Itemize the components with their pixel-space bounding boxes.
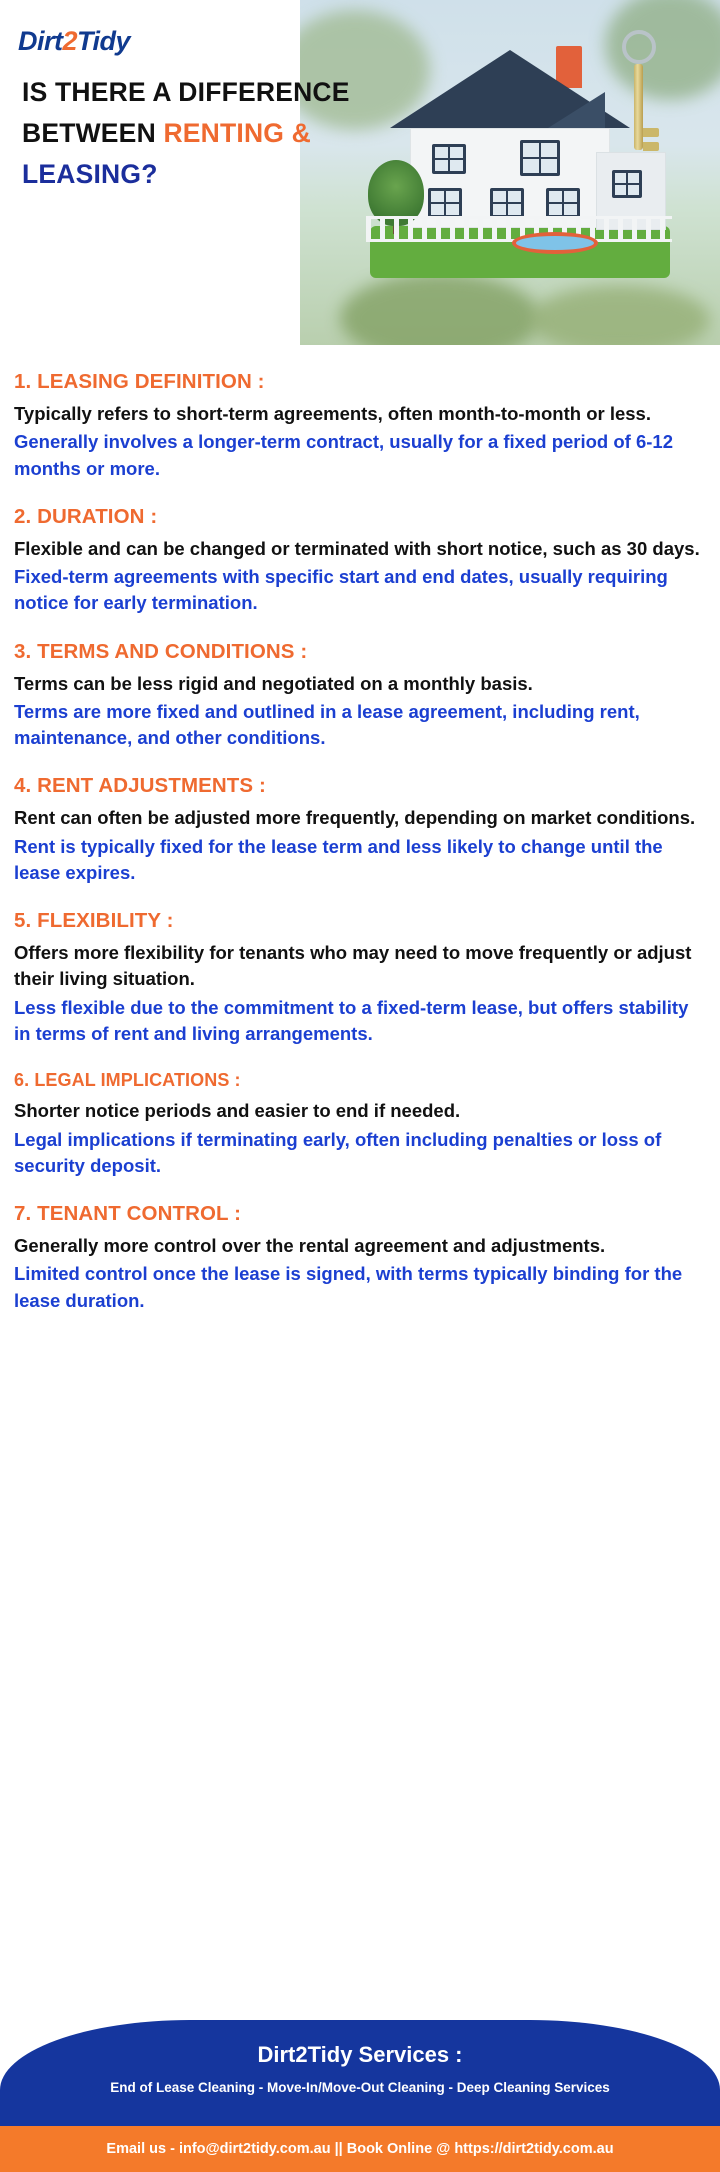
key-bit-shape [643, 128, 659, 137]
section-text-leasing: Less flexible due to the commitment to a fixed-term lease, but offers stability in terms of rent and living arrangements. [14, 996, 689, 1044]
key-ring-shape [622, 30, 656, 64]
title-line-3 [22, 154, 462, 195]
footer [0, 2020, 720, 2172]
title-line-3-blue: LEASING? [22, 159, 158, 190]
window-icon [520, 140, 560, 176]
section-text-renting: Terms can be less rigid and negotiated on a monthly basis. [14, 672, 533, 694]
key-icon [588, 30, 698, 180]
section-terms-and-conditions [14, 640, 704, 752]
footer-title: Dirt2Tidy Services : [257, 2042, 463, 2067]
footer-contact-bar[interactable]: Email us - info@dirt2tidy.com.au || Book Online @ https://dirt2tidy.com.au [0, 2126, 720, 2172]
section-text-leasing: Limited control once the lease is signed, with terms typically binding for the lease duration. [14, 1263, 683, 1311]
section-tenant-control [14, 1202, 704, 1314]
section-heading: 5. FLEXIBILITY : [14, 909, 174, 933]
title-line-1: IS THERE A DIFFERENCE [22, 77, 350, 107]
title-line-2 [22, 113, 462, 154]
section-text-leasing: Generally involves a longer-term contract, usually for a fixed period of 6-12 months or more. [14, 431, 673, 479]
section-text-renting: Generally more control over the rental agreement and adjustments. [14, 1235, 606, 1257]
section-text-renting: Offers more flexibility for tenants who may need to move frequently or adjust their living situation. [14, 942, 692, 990]
section-text-renting: Flexible and can be changed or terminated with short notice, such as 30 days. [14, 537, 700, 559]
window-icon [546, 188, 580, 218]
section-leasing-definition [14, 370, 704, 482]
logo-text-part1: Dirt [18, 26, 63, 56]
logo-text-accent: 2 [62, 26, 78, 56]
section-text-leasing: Legal implications if terminating early, often including penalties or loss of security deposit. [14, 1128, 662, 1176]
section-text-leasing: Fixed-term agreements with specific start and end dates, usually requiring notice for early termination. [14, 566, 668, 614]
window-icon [490, 188, 524, 218]
section-text-leasing: Terms are more fixed and outlined in a lease agreement, including rent, maintenance, and other conditions. [14, 700, 640, 749]
section-legal-implications [14, 1070, 704, 1179]
logo-text-part2: Tidy [77, 26, 131, 56]
brand-logo [18, 26, 130, 57]
section-text-leasing: Rent is typically fixed for the lease term and less likely to change until the lease expires. [14, 835, 663, 883]
section-duration [14, 505, 704, 617]
key-bit-shape [643, 142, 659, 151]
section-text-renting: Typically refers to short-term agreements, often month-to-month or less. [14, 403, 651, 424]
section-rent-adjustments [14, 774, 704, 886]
key-shaft-shape [634, 64, 643, 150]
header [0, 0, 720, 360]
pool-shape [512, 232, 598, 254]
title-line-2-orange: RENTING & [163, 118, 312, 149]
section-text-renting: Shorter notice periods and easier to end if needed. [14, 1100, 461, 1122]
section-heading: 4. RENT ADJUSTMENTS : [14, 774, 266, 798]
section-heading: 7. TENANT CONTROL : [14, 1202, 242, 1226]
section-text-renting: Rent can often be adjusted more frequently, depending on market conditions. [14, 807, 696, 829]
footer-services: End of Lease Cleaning - Move-In/Move-Out Cleaning - Deep Cleaning Services [110, 2080, 610, 2095]
section-heading: 2. DURATION : [14, 504, 158, 528]
section-flexibility [14, 909, 704, 1047]
page-title [22, 72, 462, 195]
sections-list [0, 360, 720, 1314]
foliage-decor-icon [530, 285, 710, 345]
section-heading: 3. TERMS AND CONDITIONS : [14, 639, 308, 663]
section-heading: 6. LEGAL IMPLICATIONS : [14, 1070, 241, 1091]
title-line-2-black: BETWEEN [22, 118, 164, 149]
section-heading: 1. LEASING DEFINITION : [14, 370, 265, 393]
